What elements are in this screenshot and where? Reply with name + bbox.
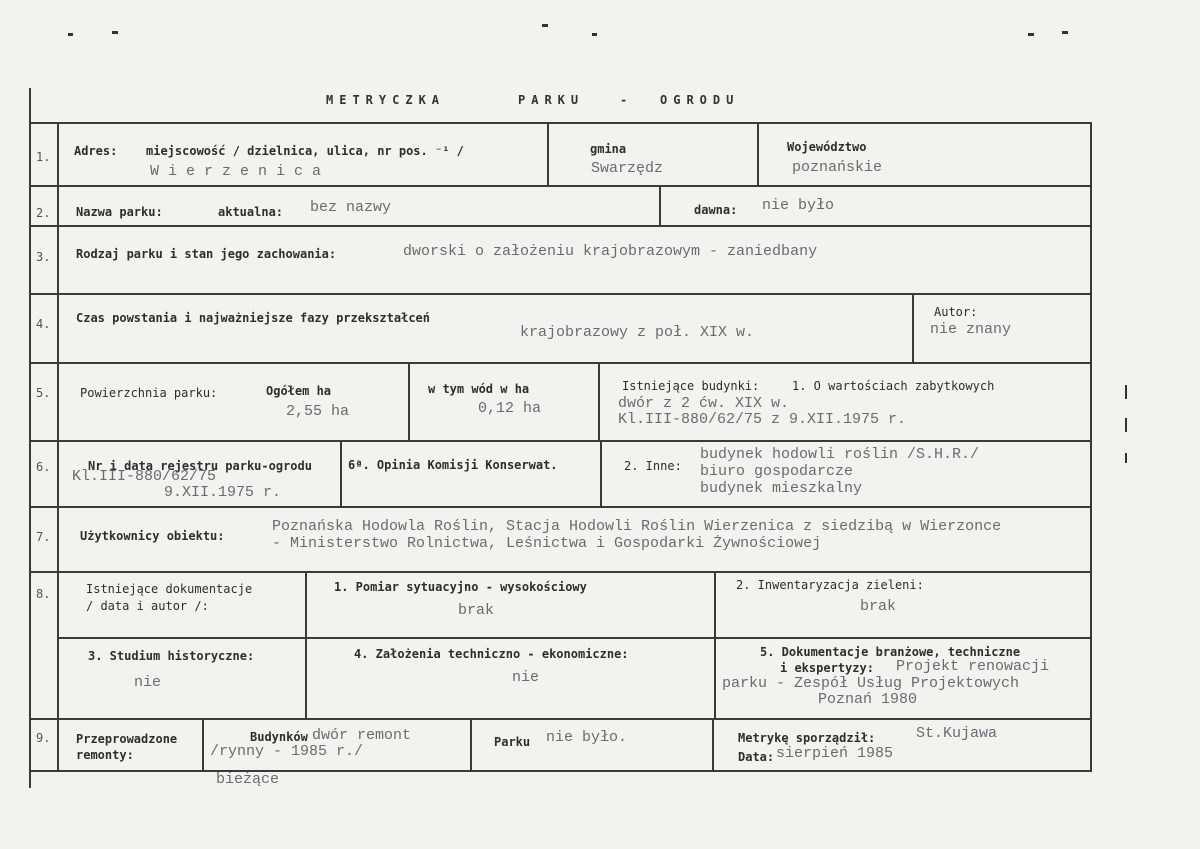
rule-bottom bbox=[29, 770, 1092, 772]
docs-label-1: Istniejące dokumentacje bbox=[86, 582, 253, 596]
rule-5 bbox=[29, 440, 1092, 442]
repairs-label-2: remonty: bbox=[76, 748, 134, 762]
current-repairs-value: bieżące bbox=[216, 771, 280, 788]
frame-right bbox=[1090, 122, 1092, 772]
frame-left-outer bbox=[29, 88, 31, 788]
row-number-7: 7. bbox=[36, 530, 51, 544]
origin-value: krajobrazowy z poł. XIX w. bbox=[520, 324, 755, 341]
col-r4 bbox=[912, 293, 914, 363]
margin-mark bbox=[1125, 453, 1127, 463]
punch-mark bbox=[112, 31, 118, 34]
punch-mark bbox=[68, 33, 73, 36]
buildings-historic-line-2: Kl.III-880/62/75 z 9.XII.1975 r. bbox=[618, 411, 907, 428]
study-label: 3. Studium historyczne: bbox=[88, 649, 255, 663]
row-number-2: 2. bbox=[36, 206, 51, 220]
rule-3 bbox=[29, 293, 1092, 295]
col-r5-a bbox=[408, 362, 410, 441]
col-r1-b bbox=[757, 122, 759, 186]
assumptions-label: 4. Założenia techniczno - ekonomiczne: bbox=[354, 647, 629, 661]
col-r6-a bbox=[340, 440, 342, 507]
area-label: Powierzchnia parku: bbox=[80, 386, 218, 400]
title-part-3: OGRODU bbox=[660, 93, 740, 107]
col-r9-c bbox=[712, 718, 714, 771]
park-repairs-value: nie było. bbox=[546, 729, 628, 746]
col-r1-a bbox=[547, 122, 549, 186]
row-number-6: 6. bbox=[36, 460, 51, 474]
rule-2 bbox=[29, 225, 1092, 227]
row-number-1: 1. bbox=[36, 150, 51, 164]
current-name-label: aktualna: bbox=[218, 205, 284, 219]
total-area-label: Ogółem ha bbox=[266, 384, 332, 398]
rule-6 bbox=[29, 506, 1092, 508]
rule-top bbox=[29, 122, 1092, 124]
users-label: Użytkownicy obiektu: bbox=[80, 529, 225, 543]
voivodeship-label: Województwo bbox=[787, 140, 867, 154]
punch-mark bbox=[592, 33, 597, 36]
punch-mark bbox=[1028, 33, 1034, 36]
author-label: Autor: bbox=[934, 305, 978, 319]
buildings-historic-label: 1. O wartościach zabytkowych bbox=[792, 379, 995, 393]
inventory-label: 2. Inwentaryzacja zieleni: bbox=[736, 578, 924, 592]
survey-value: brak bbox=[458, 602, 495, 619]
margin-mark bbox=[1125, 418, 1127, 432]
col-r6-b bbox=[600, 440, 602, 507]
col-r8-b bbox=[714, 571, 716, 719]
buildings-historic-line-1: dwór z 2 ćw. XIX w. bbox=[618, 395, 790, 412]
total-area-value: 2,55 ha bbox=[286, 403, 350, 420]
park-type-value: dworski o założeniu krajobrazowym - zaniedbany bbox=[403, 243, 818, 260]
former-name-value: nie było bbox=[762, 197, 835, 214]
row-number-8: 8. bbox=[36, 587, 51, 601]
docs-label-2: / data i autor /: bbox=[86, 599, 209, 613]
row-number-3: 3. bbox=[36, 250, 51, 264]
col-r2 bbox=[659, 185, 661, 226]
col-r9-b bbox=[470, 718, 472, 771]
users-line-1: Poznańska Hodowla Roślin, Stacja Hodowli Roślin Wierzenica z siedzibą w Wierzonce bbox=[272, 518, 1002, 535]
origin-label: Czas powstania i najważniejsze fazy przekształceń bbox=[76, 311, 431, 325]
margin-mark bbox=[1125, 385, 1127, 399]
gmina-label: gmina bbox=[590, 142, 627, 156]
buildings-label: Istniejące budynki: bbox=[622, 379, 760, 393]
date-label: Data: bbox=[738, 750, 775, 764]
building-repairs-value-1: dwór remont bbox=[312, 727, 412, 744]
row-number-4: 4. bbox=[36, 317, 51, 331]
assumptions-value: nie bbox=[512, 669, 540, 686]
users-line-2: - Ministerstwo Rolnictwa, Leśnictwa i Gospodarki Żywnościowej bbox=[272, 535, 822, 552]
current-name-value: bez nazwy bbox=[310, 199, 392, 216]
survey-label: 1. Pomiar sytuacyjno - wysokościowy bbox=[334, 580, 587, 594]
title-part-1: METRYCZKA bbox=[326, 93, 446, 107]
branch-docs-value-3: Poznań 1980 bbox=[818, 691, 918, 708]
author-value: nie znany bbox=[930, 321, 1012, 338]
branch-docs-label-2: i ekspertyzy: bbox=[780, 661, 874, 675]
water-area-label: w tym wód w ha bbox=[428, 382, 530, 396]
other-buildings-line-3: budynek mieszkalny bbox=[700, 480, 863, 497]
register-label: Nr i data rejestru parku-ogrodu bbox=[88, 459, 312, 473]
rule-8a bbox=[57, 637, 1092, 639]
study-value: nie bbox=[134, 674, 162, 691]
inventory-value: brak bbox=[860, 598, 897, 615]
rule-4 bbox=[29, 362, 1092, 364]
former-name-label: dawna: bbox=[694, 203, 738, 217]
rule-8 bbox=[29, 718, 1092, 720]
col-r9-a bbox=[202, 718, 204, 771]
conservation-opinion-label: 6ª. Opinia Komisji Konserwat. bbox=[348, 458, 558, 472]
other-buildings-line-1: budynek hodowli roślin /S.H.R./ bbox=[700, 446, 980, 463]
repairs-label-1: Przeprowadzone bbox=[76, 732, 178, 746]
punch-mark bbox=[1062, 31, 1068, 34]
voivodeship-value: poznańskie bbox=[792, 159, 883, 176]
prepared-by-value: St.Kujawa bbox=[916, 725, 998, 742]
frame-number-column bbox=[57, 122, 59, 772]
punch-mark bbox=[542, 24, 548, 27]
water-area-value: 0,12 ha bbox=[478, 400, 542, 417]
row-number-9: 9. bbox=[36, 731, 51, 745]
gmina-value: Swarzędz bbox=[591, 160, 664, 177]
park-repairs-label: Parku bbox=[494, 735, 531, 749]
register-line-2: 9.XII.1975 r. bbox=[164, 484, 282, 501]
title-part-2: PARKU bbox=[518, 93, 585, 107]
branch-docs-value-1: Projekt renowacji bbox=[896, 658, 1050, 675]
title-dash: - bbox=[620, 93, 634, 107]
col-r5-b bbox=[598, 362, 600, 441]
building-repairs-label: Budynków bbox=[250, 730, 308, 744]
register-line-1: Kl.III-880/62/75 bbox=[72, 468, 217, 485]
col-r8-a bbox=[305, 571, 307, 719]
other-buildings-line-2: biuro gospodarcze bbox=[700, 463, 854, 480]
park-name-label: Nazwa parku: bbox=[76, 205, 163, 219]
building-repairs-value-2: /rynny - 1985 r./ bbox=[210, 743, 364, 760]
address-sublabel: miejscowość / dzielnica, ulica, nr pos. ⁻¹ / bbox=[146, 144, 464, 158]
rule-7 bbox=[29, 571, 1092, 573]
other-buildings-label: 2. Inne: bbox=[624, 459, 682, 473]
date-value: sierpień 1985 bbox=[776, 745, 894, 762]
prepared-by-label: Metrykę sporządził: bbox=[738, 731, 876, 745]
address-value: Wierzenica bbox=[150, 163, 331, 180]
row-number-5: 5. bbox=[36, 386, 51, 400]
branch-docs-label-1: 5. Dokumentacje branżowe, techniczne bbox=[760, 645, 1021, 659]
rule-1 bbox=[29, 185, 1092, 187]
branch-docs-value-2: parku - Zespół Usług Projektowych bbox=[722, 675, 1020, 692]
park-type-label: Rodzaj parku i stan jego zachowania: bbox=[76, 247, 337, 261]
address-label: Adres: bbox=[74, 144, 118, 158]
